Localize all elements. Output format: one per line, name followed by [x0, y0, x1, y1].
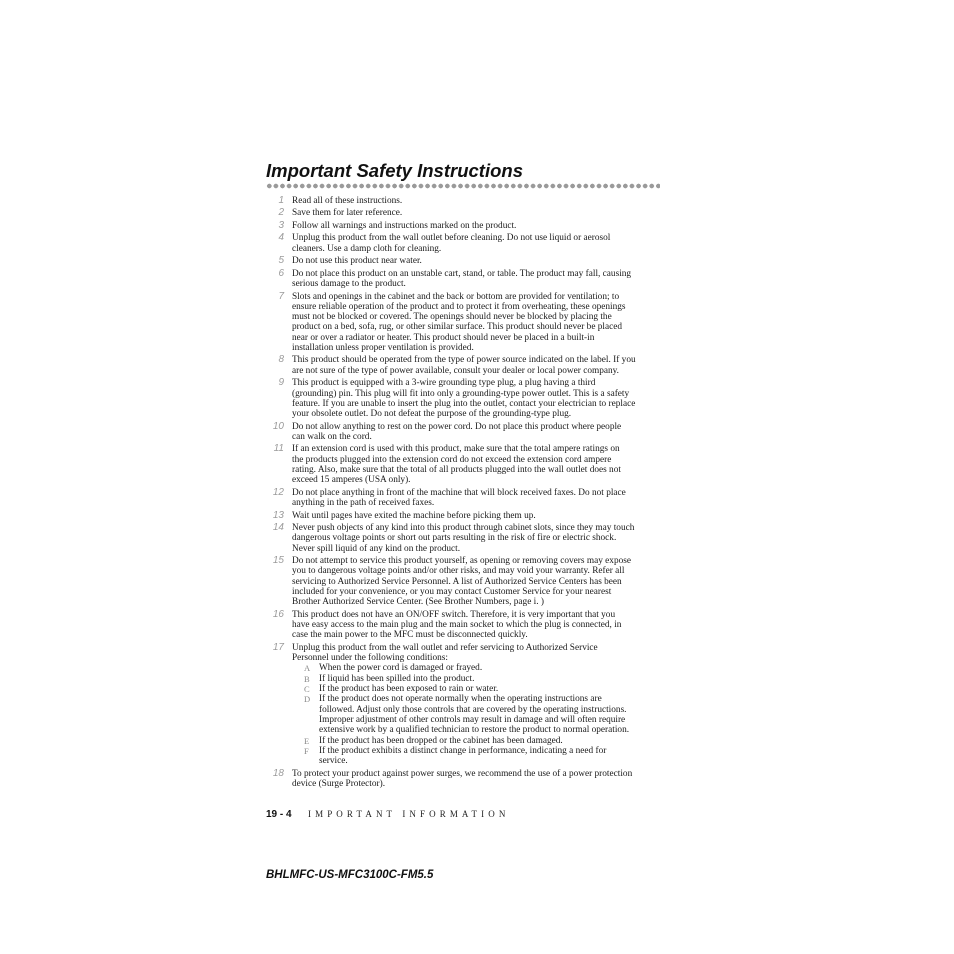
item-text: Do not attempt to service this product yourself, as opening or removing covers may expose you to dangerous voltage points and/or other risks, and may void your warranty. Refer all servicing to Authorized Service Personnel. A list of Authorized Service Centers has been included for your convenience, or you may contact Customer Service for your nearest Brother Authorized Service Center. (See Brother Numbers, page i. )	[292, 556, 631, 608]
section-name: IMPORTANT INFORMATION	[308, 809, 510, 819]
sub-item-letter: D	[304, 694, 311, 705]
sub-item	[292, 674, 662, 684]
sub-item-letter: A	[304, 663, 311, 674]
list-item	[266, 256, 662, 266]
item-number: 17	[272, 641, 284, 653]
item-number: 8	[278, 354, 284, 366]
list-item	[266, 488, 662, 509]
sub-item	[292, 684, 662, 694]
item-number: 14	[272, 522, 284, 534]
list-item	[266, 221, 662, 231]
item-text: To protect your product against power surges, we recommend the use of a power protection device (Surge Protector).	[292, 768, 633, 789]
item-text: This product should be operated from the type of power source indicated on the label. If you are not sure of the type of power available, consult your dealer or local power company.	[292, 355, 636, 376]
list-item	[266, 233, 662, 254]
item-number: 13	[272, 509, 284, 521]
sub-item-text: If the product has been exposed to rain or water.	[319, 684, 499, 695]
list-item	[266, 208, 662, 218]
sub-item-text: When the power cord is damaged or frayed.	[319, 663, 483, 674]
item-number: 5	[278, 255, 284, 267]
list-item	[266, 643, 662, 767]
item-text: Read all of these instructions.	[292, 196, 403, 206]
item-number: 1	[278, 195, 284, 206]
list-item	[266, 355, 662, 376]
item-number: 16	[272, 608, 284, 620]
sub-item	[292, 736, 662, 746]
sub-item-text: If liquid has been spilled into the product.	[319, 673, 475, 684]
item-text: This product is equipped with a 3-wire grounding type plug, a plug having a third (grounding) pin. This plug will fit into only a grounding-type power outlet. This is a safety feature. If you are unable to insert the plug into the outlet, contact your electrician to replace your obsolete outlet. Do not defeat the purpose of the grounding-type plug.	[292, 378, 636, 420]
sub-item-letter: C	[304, 684, 310, 695]
list-item	[266, 196, 662, 206]
item-text: Wait until pages have exited the machine before picking them up.	[292, 510, 536, 521]
item-number: 2	[278, 207, 284, 219]
list-item	[266, 556, 662, 607]
item-text: Save them for later reference.	[292, 208, 403, 219]
item-text: Follow all warnings and instructions marked on the product.	[292, 220, 517, 231]
list-item	[266, 292, 662, 354]
item-text: If an extension cord is used with this product, make sure that the total ampere ratings on the products plugged into the extension cord do not exceed the extension cord ampere rating. Also, make sure that the total of all products plugged into the wall outlet does not exceed 15 amperes (USA only).	[292, 444, 621, 486]
item-text: Do not allow anything to rest on the power cord. Do not place this product where people can walk on the cord.	[292, 421, 622, 442]
list-item	[266, 610, 662, 641]
item-number: 4	[278, 232, 284, 244]
item-number: 7	[278, 290, 284, 302]
item-number: 12	[272, 486, 284, 498]
page-title: Important Safety Instructions	[266, 160, 523, 181]
list-item	[266, 523, 662, 554]
item-text: This product does not have an ON/OFF switch. Therefore, it is very important that you have easy access to the main plug and the main socket to which the plug is connected, in case the main power to the MFC must be disconnected quickly.	[292, 609, 622, 641]
item-number: 9	[278, 377, 284, 389]
item-text: Do not place anything in front of the machine that will block received faxes. Do not place anything in the path of received faxes.	[292, 487, 626, 509]
item-number: 15	[272, 555, 284, 567]
item-text: Unplug this product from the wall outlet and refer servicing to Authorized Service Personnel under the following conditions:	[292, 642, 598, 664]
sub-item-letter: F	[304, 745, 309, 756]
list-item	[266, 769, 662, 790]
list-item	[266, 422, 662, 443]
page-number: 19 - 4	[266, 809, 292, 820]
item-text: Do not use this product near water.	[292, 256, 422, 267]
sub-item-text: If the product exhibits a distinct change in performance, indicating a need for service.	[319, 745, 607, 767]
sub-item-text: If the product has been dropped or the cabinet has been damaged.	[319, 735, 563, 746]
sub-item	[292, 746, 662, 767]
safety-instructions-list	[266, 196, 662, 791]
item-number: 18	[272, 767, 284, 779]
sub-item-text: If the product does not operate normally when the operating instructions are followed. Adjust only those controls that are covered by the operating instructions. Improper adjustment of other controls may result in damage and will often require extensive work by a qualified technician to restore the product to normal operation.	[319, 694, 630, 736]
sub-item-letter: E	[304, 735, 310, 746]
item-number: 11	[273, 443, 284, 455]
list-item	[266, 378, 662, 419]
document-id: BHLMFC-US-MFC3100C-FM5.5	[266, 869, 434, 881]
item-text: Never push objects of any kind into this product through cabinet slots, since they may touch dangerous voltage points or short out parts resulting in the risk of fire or electric shock. Never spill liquid of any kind on the product.	[292, 523, 635, 554]
sub-item	[292, 694, 662, 735]
item-text: Slots and openings in the cabinet and the back or bottom are provided for ventilation; to ensure reliable operation of the product and to protect it from overheating, these openings must not be blocked or covered. The openings should never be blocked by placing the product on a bed, sofa, rug, or other similar surface. This product should never be placed near or over a radiator or heater. This product should never be placed in a built-in installation unless proper ventilation is provided.	[292, 291, 626, 353]
sub-item-letter: B	[304, 673, 310, 684]
item-number: 3	[278, 219, 284, 231]
list-item	[266, 269, 662, 290]
list-item	[266, 511, 662, 521]
dotted-rule	[266, 183, 660, 189]
item-number: 6	[278, 267, 284, 279]
item-text: Unplug this product from the wall outlet before cleaning. Do not use liquid or aerosol cleaners. Use a damp cloth for cleaning.	[292, 233, 611, 254]
item-number: 10	[272, 420, 284, 432]
item-text: Do not place this product on an unstable cart, stand, or table. The product may fall, causing serious damage to the product.	[292, 268, 632, 290]
sub-item	[292, 663, 662, 673]
list-item	[266, 444, 662, 485]
